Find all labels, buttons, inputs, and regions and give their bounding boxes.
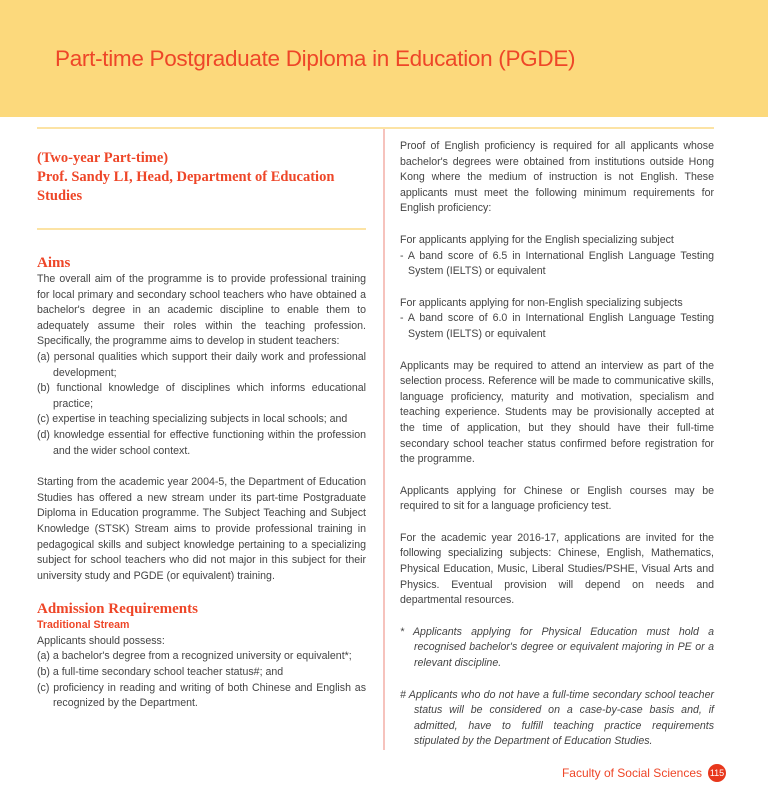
req-item: - A band score of 6.0 in International English Language Testing System (IELTS) or equivalent: [400, 312, 714, 340]
programme-mode: (Two-year Part-time): [37, 150, 169, 166]
aims-item: (b) functional knowledge of disciplines which informs educational practice;: [37, 382, 366, 410]
programme-head: Prof. Sandy LI, Head, Department of Education Studies: [37, 169, 335, 204]
english-subject-req: [400, 233, 714, 280]
page-number: 115: [708, 764, 726, 782]
programme-info: [37, 149, 366, 206]
aims-item: (c) expertise in teaching specializing subjects in local schools; and: [37, 413, 348, 426]
stream-heading: Traditional Stream: [37, 619, 130, 632]
english-proficiency-paragraph: Proof of English proficiency is required for all applicants whose bachelor's degrees were obtained from institutions outside Hong Kong where the medium of instruction is not English. These applicants must meet the following minimum requirements for English proficiency:: [400, 140, 714, 215]
req-item: - A band score of 6.5 in International English Language Testing System (IELTS) or equivalent: [400, 249, 714, 278]
admission-heading: Admission Requirements: [37, 601, 198, 618]
aims-item: (a) personal qualities which support their daily work and professional development;: [37, 350, 366, 379]
req-heading: For applicants applying for the English specializing subject: [400, 233, 674, 246]
req-heading: For applicants applying for non-English specializing subjects: [400, 296, 683, 309]
right-column: [400, 129, 714, 750]
aims-intro: The overall aim of the programme is to provide professional training for local primary and secondary school teachers who have obtained a bachelor's degree in an academic discipline to enable them to adequately assume their roles within the teaching profession. Specifically, the programme aims to develop in student teachers:: [37, 273, 366, 348]
stream-intro: Applicants should possess:: [37, 634, 165, 647]
stream-item: (a) a bachelor's degree from a recognized university or equivalent*;: [37, 650, 352, 663]
header-banner: [0, 0, 768, 117]
column-divider: [383, 129, 385, 750]
non-english-subject-req: [400, 296, 714, 343]
aims-section: [37, 254, 366, 459]
page-footer: [0, 764, 726, 782]
interview-paragraph: Applicants may be required to attend an interview as part of the selection process. Reference will be made to communicative skills, language proficiency, maturity and motivation, specialism and teaching experience. Students may be provisionally accepted at the time of application, but they should have their full-time secondary school teacher status confirmed before registration for the programme.: [400, 359, 714, 466]
aims-heading: Aims: [37, 255, 71, 271]
language-test-paragraph: Applicants applying for Chinese or English courses may be required to sit for a language proficiency test.: [400, 484, 714, 513]
section-divider: [37, 228, 366, 230]
footnote-teacher-status: # Applicants who do not have a full-time secondary school teacher status will be considered on a case-by-case basis and, if admitted, have to fulfill teaching practice requirements stipulated by the Department of Education Studies.: [400, 688, 714, 748]
stream-item: (b) a full-time secondary school teacher status#; and: [37, 666, 284, 679]
admission-section: [37, 600, 366, 712]
left-column: [37, 129, 366, 750]
footnote-pe: * Applicants applying for Physical Education must hold a recognised bachelor's degree or equivalent majoring in PE or a relevant discipline.: [400, 625, 714, 670]
content-columns: [37, 129, 714, 750]
stsk-paragraph: Starting from the academic year 2004-5, the Department of Education Studies has offered a new stream under its part-time Postgraduate Diploma in Education programme. The Subject Teaching and Subject Knowledge (STSK) Stream aims to provide professional training in pedagogical skills and subject knowledge pertaining to a specializing subject for school teachers who did not major in this subject for their university study and PGDE (or equivalent) training.: [37, 476, 366, 582]
aims-item: (d) knowledge essential for effective functioning within the profession and the wider school context.: [37, 428, 366, 457]
page-title: Part-time Postgraduate Diploma in Education (PGDE): [55, 46, 576, 71]
faculty-name: Faculty of Social Sciences: [561, 766, 702, 780]
subjects-paragraph: For the academic year 2016-17, applications are invited for the following specializing subjects: Chinese, English, Mathematics, Physical Education, Music, Liberal Studies/PSHE, Visual Arts and Physics. Eventual provision will depend on needs and departmental resources.: [400, 531, 714, 607]
stream-item: (c) proficiency in reading and writing of both Chinese and English as recognized by the Department.: [37, 681, 366, 710]
